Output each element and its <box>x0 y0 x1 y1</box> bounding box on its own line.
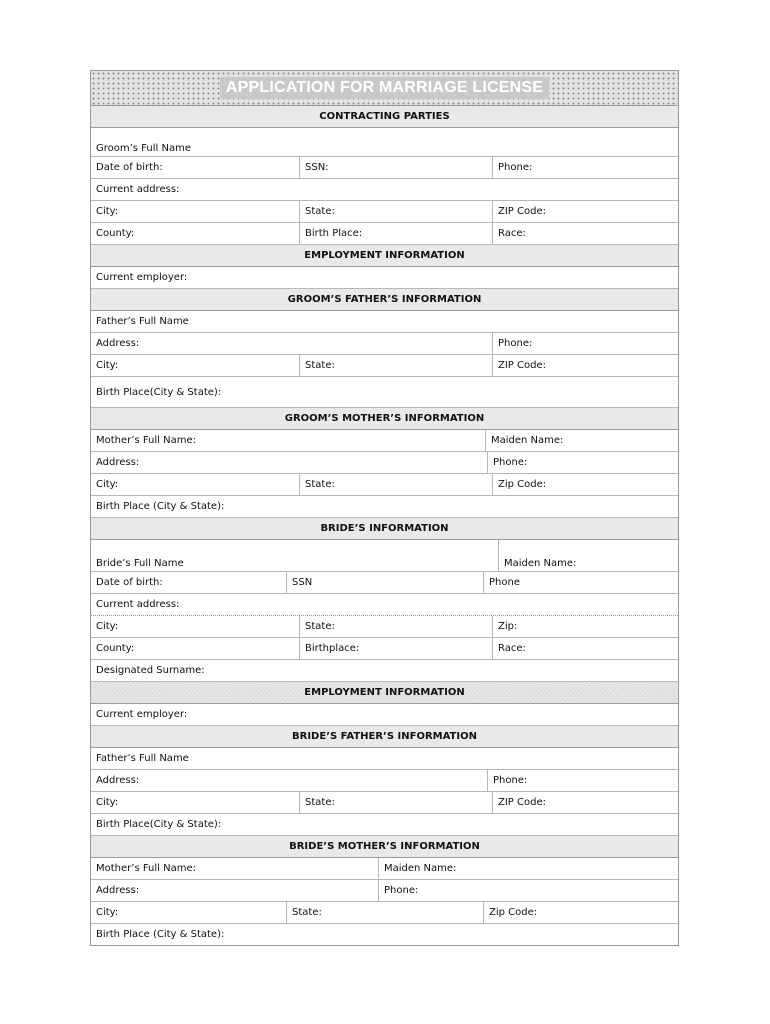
bride-father-phone-field[interactable]: Phone: <box>493 775 528 786</box>
section-grooms-father: GROOM’S FATHER’S INFORMATION <box>91 289 678 311</box>
bride-dob-row <box>91 572 678 594</box>
bride-father-birth-place-row <box>91 814 678 836</box>
groom-father-zip-field[interactable]: ZIP Code: <box>498 360 546 371</box>
groom-name-row <box>91 128 678 157</box>
bride-dob-field[interactable]: Date of birth: <box>91 572 287 593</box>
section-brides-info: BRIDE’S INFORMATION <box>91 518 678 540</box>
groom-mother-zip-field[interactable]: Zip Code: <box>498 479 547 490</box>
bride-mother-name-row <box>91 858 678 880</box>
bride-father-state-field[interactable]: State: <box>300 792 493 813</box>
groom-father-birth-place-row <box>91 377 678 408</box>
bride-surname-field[interactable]: Designated Surname: <box>96 665 205 676</box>
bride-father-city-row <box>91 792 678 814</box>
bride-mother-maiden-field[interactable]: Maiden Name: <box>384 863 457 874</box>
bride-address-field[interactable]: Current address: <box>96 599 180 610</box>
bride-employer-field[interactable]: Current employer: <box>96 709 188 720</box>
bride-mother-birth-place-row <box>91 924 678 945</box>
bride-father-address-field[interactable]: Address: <box>91 770 488 791</box>
groom-city-row <box>91 201 678 223</box>
groom-mother-phone-field[interactable]: Phone: <box>493 457 528 468</box>
groom-address-field[interactable]: Current address: <box>96 184 180 195</box>
groom-mother-city-field[interactable]: City: <box>91 474 300 495</box>
groom-father-city-field[interactable]: City: <box>91 355 300 376</box>
groom-employer-row <box>91 267 678 289</box>
bride-county-field[interactable]: County: <box>91 638 300 659</box>
groom-state-field[interactable]: State: <box>300 201 493 222</box>
bride-mother-phone-field[interactable]: Phone: <box>384 885 419 896</box>
groom-county-row <box>91 223 678 245</box>
groom-father-name-row <box>91 311 678 333</box>
groom-full-name-field[interactable]: Groom’s Full Name <box>96 143 191 154</box>
groom-mother-birth-place-field[interactable]: Birth Place (City & State): <box>96 501 225 512</box>
bride-state-field[interactable]: State: <box>300 616 493 637</box>
groom-city-field[interactable]: City: <box>91 201 300 222</box>
marriage-license-form <box>90 70 679 946</box>
groom-mother-maiden-field[interactable]: Maiden Name: <box>491 435 564 446</box>
bride-mother-birth-place-field[interactable]: Birth Place (City & State): <box>96 929 225 940</box>
form-title: APPLICATION FOR MARRIAGE LICENSE <box>220 77 549 99</box>
bride-city-row <box>91 616 678 638</box>
bride-full-name-field[interactable]: Bride’s Full Name <box>91 540 499 571</box>
bride-mother-address-row <box>91 880 678 902</box>
bride-phone-field[interactable]: Phone <box>489 577 520 588</box>
section-bride-employment: EMPLOYMENT INFORMATION <box>91 682 678 704</box>
bride-mother-state-field[interactable]: State: <box>287 902 484 923</box>
form-title-bar <box>91 71 678 106</box>
groom-mother-name-row <box>91 430 678 452</box>
bride-county-row <box>91 638 678 660</box>
bride-mother-address-field[interactable]: Address: <box>91 880 379 901</box>
groom-mother-birth-place-row <box>91 496 678 518</box>
bride-father-address-row <box>91 770 678 792</box>
bride-city-field[interactable]: City: <box>91 616 300 637</box>
groom-employer-field[interactable]: Current employer: <box>96 272 188 283</box>
groom-mother-address-row <box>91 452 678 474</box>
bride-birthplace-field[interactable]: Birthplace: <box>300 638 493 659</box>
groom-dob-row <box>91 157 678 179</box>
groom-mother-name-field[interactable]: Mother’s Full Name: <box>91 430 486 451</box>
section-brides-father: BRIDE’S FATHER’S INFORMATION <box>91 726 678 748</box>
bride-name-row <box>91 540 678 572</box>
groom-county-field[interactable]: County: <box>91 223 300 244</box>
bride-father-birth-place-field[interactable]: Birth Place(City & State): <box>96 819 222 830</box>
groom-father-address-field[interactable]: Address: <box>91 333 493 354</box>
section-contracting-parties: CONTRACTING PARTIES <box>91 106 678 128</box>
groom-birth-place-field[interactable]: Birth Place: <box>300 223 493 244</box>
groom-father-phone-field[interactable]: Phone: <box>498 338 533 349</box>
groom-race-field[interactable]: Race: <box>498 228 526 239</box>
groom-father-city-row <box>91 355 678 377</box>
bride-maiden-field[interactable]: Maiden Name: <box>504 558 577 569</box>
groom-zip-field[interactable]: ZIP Code: <box>498 206 546 217</box>
bride-surname-row <box>91 660 678 682</box>
section-groom-employment: EMPLOYMENT INFORMATION <box>91 245 678 267</box>
bride-ssn-field[interactable]: SSN <box>287 572 484 593</box>
groom-father-name-field[interactable]: Father’s Full Name <box>96 316 189 327</box>
bride-father-name-field[interactable]: Father’s Full Name <box>96 753 189 764</box>
groom-mother-address-field[interactable]: Address: <box>91 452 488 473</box>
groom-address-row <box>91 179 678 201</box>
groom-father-state-field[interactable]: State: <box>300 355 493 376</box>
bride-father-city-field[interactable]: City: <box>91 792 300 813</box>
groom-mother-city-row <box>91 474 678 496</box>
bride-father-zip-field[interactable]: ZIP Code: <box>498 797 546 808</box>
bride-mother-name-field[interactable]: Mother’s Full Name: <box>91 858 379 879</box>
bride-mother-zip-field[interactable]: Zip Code: <box>489 907 538 918</box>
bride-race-field[interactable]: Race: <box>498 643 526 654</box>
section-grooms-mother: GROOM’S MOTHER’S INFORMATION <box>91 408 678 430</box>
groom-dob-field[interactable]: Date of birth: <box>91 157 300 178</box>
bride-father-name-row <box>91 748 678 770</box>
section-brides-mother: BRIDE’S MOTHER’S INFORMATION <box>91 836 678 858</box>
bride-zip-field[interactable]: Zip: <box>498 621 518 632</box>
groom-father-address-row <box>91 333 678 355</box>
bride-employer-row <box>91 704 678 726</box>
groom-father-birth-place-field[interactable]: Birth Place(City & State): <box>96 386 222 398</box>
bride-mother-city-row <box>91 902 678 924</box>
groom-phone-field[interactable]: Phone: <box>498 162 533 173</box>
groom-mother-state-field[interactable]: State: <box>300 474 493 495</box>
groom-ssn-field[interactable]: SSN: <box>300 157 493 178</box>
bride-address-row <box>91 594 678 616</box>
bride-mother-city-field[interactable]: City: <box>91 902 287 923</box>
